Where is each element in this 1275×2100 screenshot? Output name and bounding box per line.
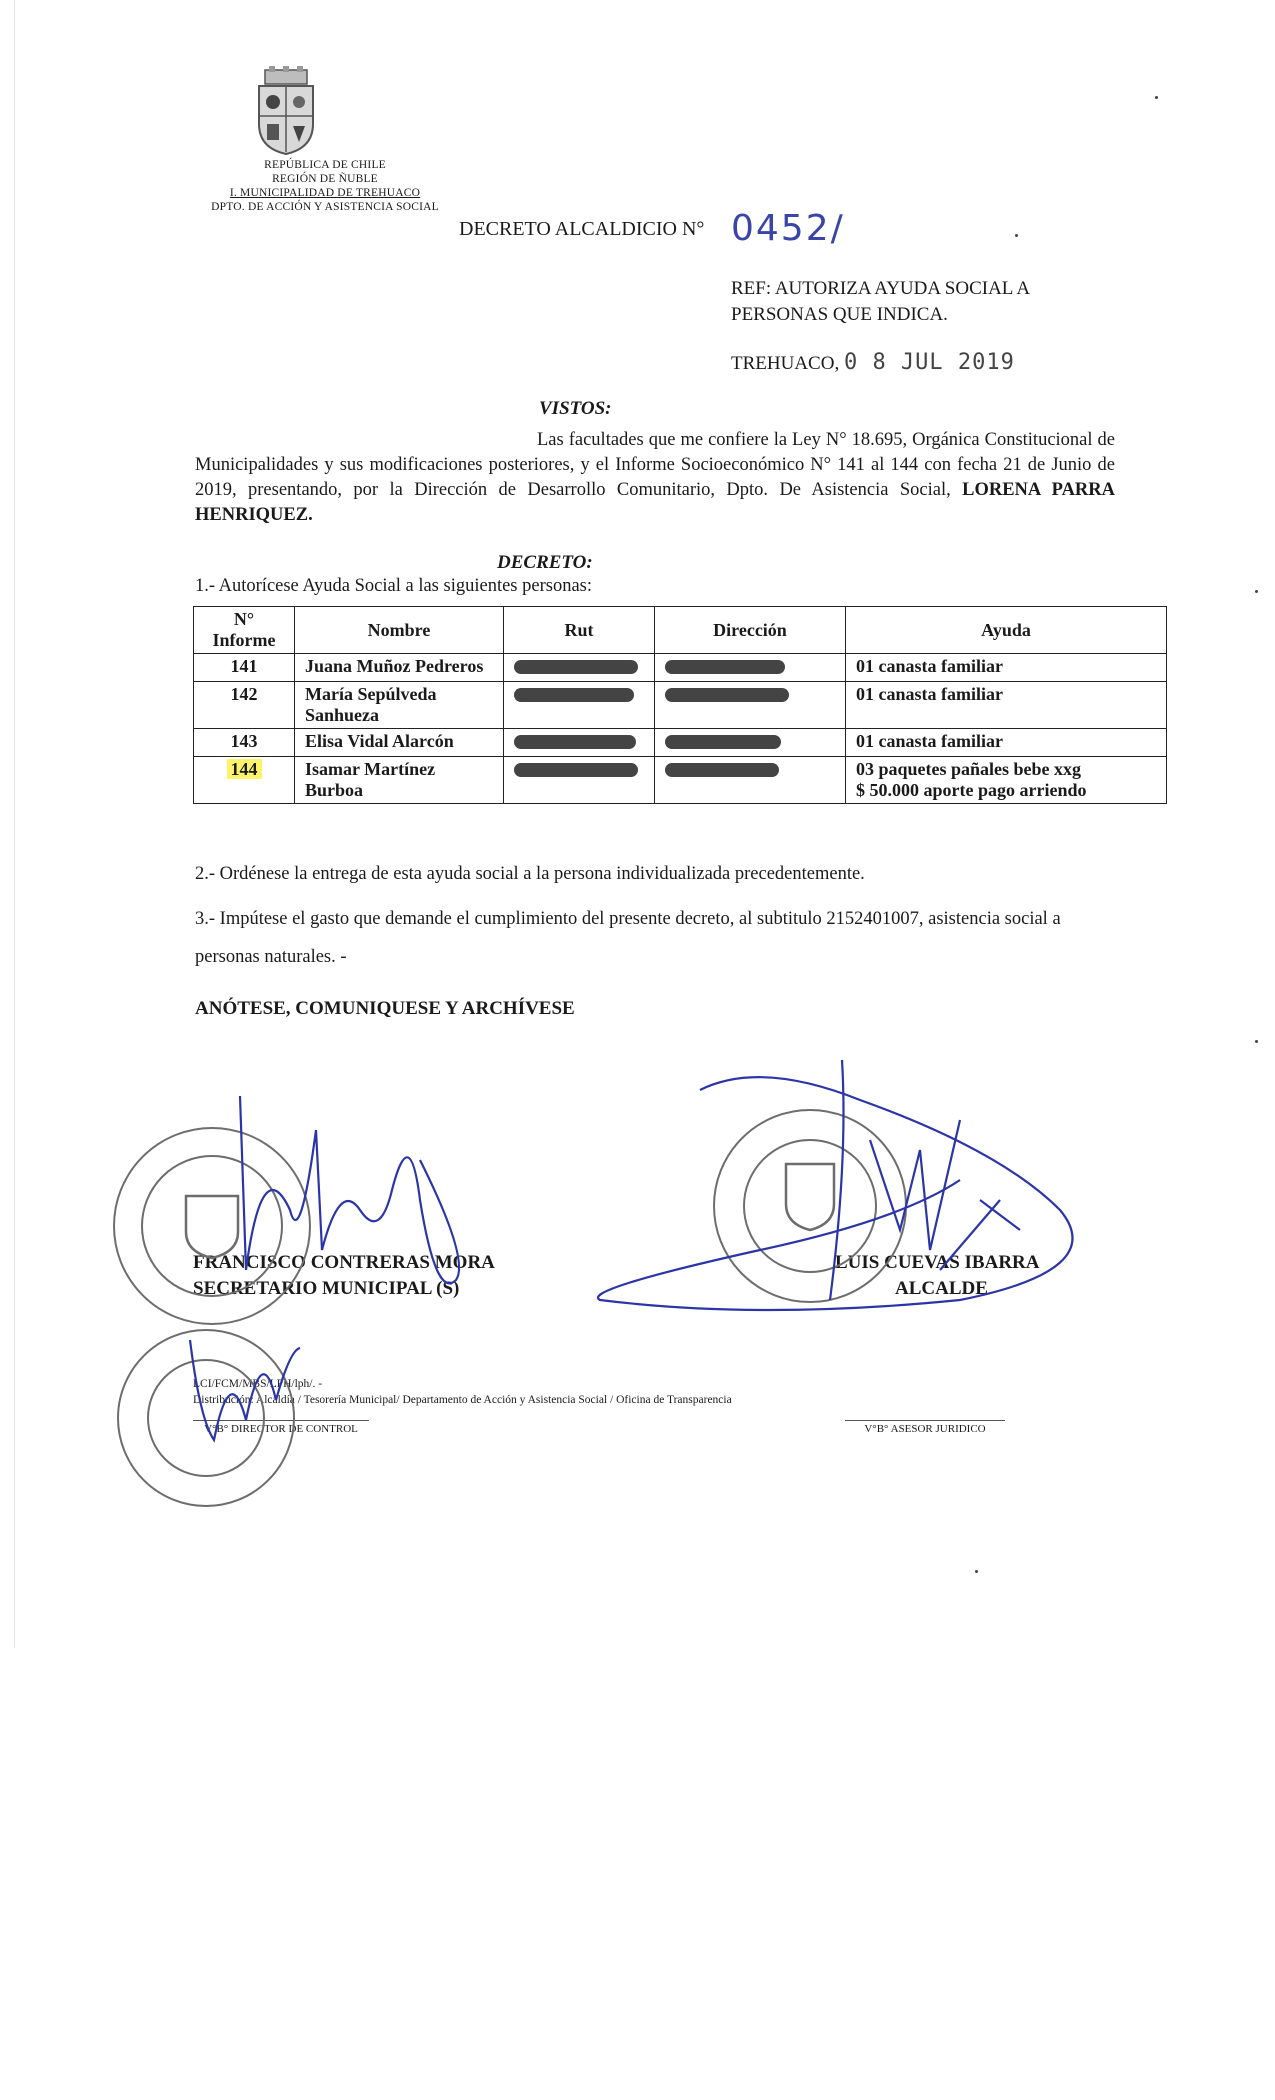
column-header: N° Informe (194, 607, 295, 654)
highlighted-informe: 144 (227, 759, 262, 779)
signer-title: SECRETARIO MUNICIPAL (S) (193, 1278, 460, 1299)
informe-cell: 141 (194, 654, 295, 682)
direccion-cell-redacted (655, 654, 846, 682)
nombre-cell: María Sepúlveda Sanhueza (295, 682, 504, 729)
nombre-cell: Juana Muñoz Pedreros (295, 654, 504, 682)
vistos-bold-name: LORENA PARRA HENRIQUEZ. (195, 480, 1116, 525)
decree-item-1: 1.- Autorícese Ayuda Social a las siguientes personas: (195, 576, 592, 596)
redaction-mark (514, 688, 634, 702)
signature-block-mayor (835, 1250, 1039, 1302)
vistos-heading: VISTOS: (539, 398, 612, 419)
table-header-row (194, 607, 1167, 654)
place-date (731, 350, 1015, 375)
direccion-cell-redacted (655, 757, 846, 804)
signer-title: ALCALDE (895, 1278, 988, 1299)
decree-item-2: 2.- Ordénese la entrega de esta ayuda social a la persona individualizada precedentemente. (195, 864, 865, 884)
direccion-cell-redacted (655, 729, 846, 757)
municipal-crest-icon (251, 66, 321, 156)
ayuda-cell: 01 canasta familiar (846, 729, 1167, 757)
stamped-date: 0 8 JUL 2019 (843, 350, 1015, 375)
closing-formula: ANÓTESE, COMUNIQUESE Y ARCHÍVESE (195, 998, 575, 1019)
direccion-cell-redacted (655, 682, 846, 729)
handwritten-decree-number: 0452/ (731, 208, 845, 249)
speck (975, 1570, 978, 1573)
redaction-mark (514, 735, 636, 749)
redaction-mark (514, 763, 638, 777)
vistos-paragraph (195, 428, 1115, 528)
ayuda-cell (846, 757, 1167, 804)
informe-cell (194, 757, 295, 804)
informe-cell: 143 (194, 729, 295, 757)
rut-cell-redacted (504, 729, 655, 757)
column-header: Ayuda (846, 607, 1167, 654)
ayuda-line: $ 50.000 aporte pago arriendo (856, 780, 1087, 800)
speck (1255, 590, 1258, 593)
nombre-cell: Isamar Martínez Burboa (295, 757, 504, 804)
redaction-mark (665, 660, 785, 674)
signer-name: LUIS CUEVAS IBARRA (835, 1252, 1040, 1273)
column-header: Rut (504, 607, 655, 654)
speck (1015, 234, 1018, 237)
footer-distribution (193, 1376, 732, 1408)
rut-cell-redacted (504, 757, 655, 804)
footer-initials: LCI/FCM/MBS/LPH/lph/. - (193, 1378, 323, 1390)
redaction-mark (514, 660, 638, 674)
vistos-text: Las facultades que me confiere la Ley N° 18.695, Orgánica Constitucional de Municipalidades y sus modificaciones posteriores, y el Informe Socioeconómico N° 141 al 144 con fecha 21 de Junio de 2019, presentando, por la Dirección de Desarrollo Comunitario, Dpto. De Asistencia Social, (195, 430, 1115, 500)
letterhead-line: DPTO. DE ACCIÓN Y ASISTENCIA SOCIAL (211, 201, 439, 213)
rut-cell-redacted (504, 682, 655, 729)
informe-cell: 142 (194, 682, 295, 729)
letterhead-line: REPÚBLICA DE CHILE (264, 159, 386, 171)
reference: REF: AUTORIZA AYUDA SOCIAL A PERSONAS QUE INDICA. (731, 278, 1030, 325)
rut-cell-redacted (504, 654, 655, 682)
redaction-mark (665, 763, 779, 777)
speck (1255, 1040, 1258, 1043)
table-row (194, 682, 1167, 729)
letterhead-line: I. MUNICIPALIDAD DE TREHUACO (229, 187, 421, 199)
decree-title (459, 218, 704, 241)
approval-legal: V°B° ASESOR JURIDICO (845, 1420, 1005, 1435)
table-row (194, 757, 1167, 804)
decreto-heading: DECRETO: (497, 552, 593, 573)
footer-distribution-list: Distribución: Alcaldía / Tesorería Municipal/ Departamento de Acción y Asistencia Social / Oficina de Transparencia (193, 1394, 732, 1406)
speck (1155, 96, 1158, 99)
nombre-cell: Elisa Vidal Alarcón (295, 729, 504, 757)
redaction-mark (665, 688, 789, 702)
ayuda-cell: 01 canasta familiar (846, 654, 1167, 682)
redaction-mark (665, 735, 781, 749)
column-header: Dirección (655, 607, 846, 654)
document-page (14, 0, 1275, 1648)
ayuda-line: 03 paquetes pañales bebe xxg (856, 759, 1082, 779)
ayuda-cell: 01 canasta familiar (846, 682, 1167, 729)
place-city: TREHUACO, (731, 353, 840, 374)
letterhead-line: REGIÓN DE ÑUBLE (272, 173, 378, 185)
beneficiaries-table (193, 606, 1167, 804)
table-row (194, 729, 1167, 757)
letterhead (195, 158, 455, 214)
table-row (194, 654, 1167, 682)
decree-item-3: 3.- Impútese el gasto que demande el cumplimiento del presente decreto, al subtitulo 2152401007, asistencia social a personas naturales. - (195, 909, 1061, 967)
column-header: Nombre (295, 607, 504, 654)
signer-name: FRANCISCO CONTRERAS MORA (193, 1252, 495, 1273)
signature-block-secretary (193, 1250, 495, 1302)
approval-control: V°B° DIRECTOR DE CONTROL (193, 1420, 369, 1435)
decree-title-label: DECRETO ALCALDICIO N° (459, 218, 705, 240)
